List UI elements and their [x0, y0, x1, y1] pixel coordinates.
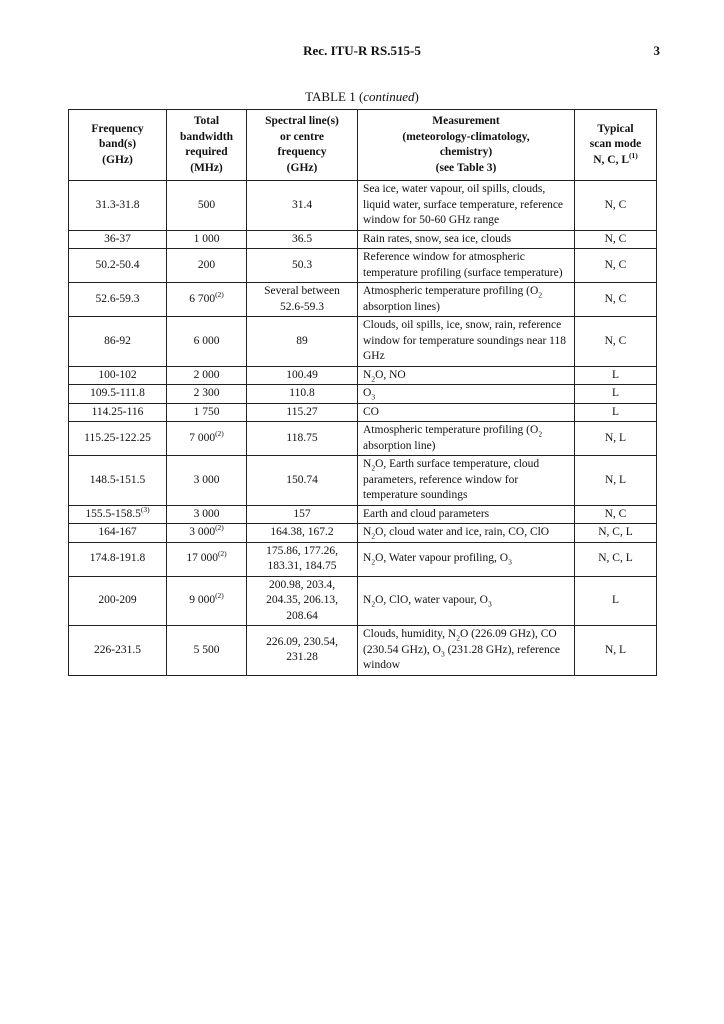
cell-scan-mode: N, L — [575, 626, 657, 676]
cell-scan-mode: N, C, L — [575, 542, 657, 576]
cell-spectral: 36.5 — [247, 230, 358, 249]
cell-band: 155.5-158.5$^{(3)}$ — [69, 505, 167, 524]
cell-spectral: 100.49 — [247, 366, 358, 385]
table-row — [69, 366, 657, 385]
cell-band: 114.25-116 — [69, 403, 167, 422]
cell-spectral: 89 — [247, 317, 358, 367]
cell-measurement: $O_3$ — [358, 385, 575, 404]
table-body — [69, 181, 657, 676]
cell-spectral: 118.75 — [247, 422, 358, 456]
cell-band: 164-167 — [69, 524, 167, 543]
cell-measurement: Clouds, humidity, $N_2O$ (226.09 GHz), CO (230.54 GHz), $O_3$ (231.28 GHz), reference window — [358, 626, 575, 676]
table-row — [69, 524, 657, 543]
table-row — [69, 403, 657, 422]
cell-spectral: Several between 52.6-59.3 — [247, 283, 358, 317]
cell-measurement: Earth and cloud parameters — [358, 505, 575, 524]
cell-spectral: 50.3 — [247, 249, 358, 283]
cell-band: 226-231.5 — [69, 626, 167, 676]
cell-bandwidth: 3 000$^{(2)}$ — [167, 524, 247, 543]
cell-bandwidth: 3 000 — [167, 505, 247, 524]
cell-bandwidth: 200 — [167, 249, 247, 283]
table-row — [69, 249, 657, 283]
cell-scan-mode: N, C — [575, 505, 657, 524]
cell-scan-mode: N, C — [575, 283, 657, 317]
cell-band: 174.8-191.8 — [69, 542, 167, 576]
cell-measurement: $N_2O$, Earth surface temperature, cloud parameters, reference window for temperature soundings — [358, 456, 575, 506]
cell-scan-mode: N, C — [575, 181, 657, 231]
cell-scan-mode: L — [575, 385, 657, 404]
cell-scan-mode: N, C — [575, 249, 657, 283]
cell-measurement: $N_2O$, Water vapour profiling, $O_3$ — [358, 542, 575, 576]
cell-scan-mode: N, L — [575, 422, 657, 456]
table-row — [69, 542, 657, 576]
table-caption — [0, 89, 724, 105]
cell-scan-mode: N, C — [575, 230, 657, 249]
col-header-bandwidth: Total bandwidth required (MHz) — [167, 110, 247, 181]
table-row — [69, 422, 657, 456]
cell-scan-mode: L — [575, 403, 657, 422]
cell-scan-mode: N, C — [575, 317, 657, 367]
cell-measurement: Reference window for atmospheric temperature profiling (surface temperature) — [358, 249, 575, 283]
cell-bandwidth: 9 000$^{(2)}$ — [167, 576, 247, 626]
cell-measurement: $N_2O$, ClO, water vapour, $O_3$ — [358, 576, 575, 626]
cell-bandwidth: 6 000 — [167, 317, 247, 367]
cell-band: 36-37 — [69, 230, 167, 249]
table-row — [69, 283, 657, 317]
table-header-row — [69, 110, 657, 181]
cell-bandwidth: 500 — [167, 181, 247, 231]
footnote-ref: (2) — [217, 549, 227, 559]
cell-measurement: Rain rates, snow, sea ice, clouds — [358, 230, 575, 249]
table-row — [69, 576, 657, 626]
caption-suffix: ) — [414, 89, 419, 104]
table-row — [69, 456, 657, 506]
cell-spectral: 115.27 — [247, 403, 358, 422]
cell-band: 50.2-50.4 — [69, 249, 167, 283]
cell-bandwidth: 6 700$^{(2)}$ — [167, 283, 247, 317]
cell-scan-mode: L — [575, 576, 657, 626]
col-header-spectral: Spectral line(s) or centre frequency (GHz) — [247, 110, 358, 181]
cell-band: 148.5-151.5 — [69, 456, 167, 506]
cell-spectral: 164.38, 167.2 — [247, 524, 358, 543]
footnote-ref: (2) — [215, 428, 224, 438]
cell-scan-mode: N, C, L — [575, 524, 657, 543]
cell-bandwidth: 17 000$^{(2)}$ — [167, 542, 247, 576]
cell-measurement: Atmospheric temperature profiling ($O_2$ absorption line) — [358, 422, 575, 456]
cell-spectral: 150.74 — [247, 456, 358, 506]
cell-bandwidth: 2 000 — [167, 366, 247, 385]
cell-band: 31.3-31.8 — [69, 181, 167, 231]
footnote-ref: (2) — [215, 523, 224, 533]
footnote-ref: (3) — [140, 504, 150, 514]
cell-band: 100-102 — [69, 366, 167, 385]
cell-bandwidth: 7 000$^{(2)}$ — [167, 422, 247, 456]
cell-measurement: CO — [358, 403, 575, 422]
col-header-band: Frequency band(s) (GHz) — [69, 110, 167, 181]
table-row — [69, 181, 657, 231]
cell-measurement: Atmospheric temperature profiling ($O_2$ absorption lines) — [358, 283, 575, 317]
table-row — [69, 505, 657, 524]
caption-italic: continued — [363, 89, 415, 104]
cell-bandwidth: 1 750 — [167, 403, 247, 422]
caption-prefix: TABLE 1 ( — [305, 89, 364, 104]
cell-measurement: Sea ice, water vapour, oil spills, clouds, liquid water, surface temperature, reference window for 50-60 GHz range — [358, 181, 575, 231]
cell-band: 200-209 — [69, 576, 167, 626]
cell-measurement: $N_2O$, cloud water and ice, rain, CO, ClO — [358, 524, 575, 543]
running-header-title: Rec. ITU-R RS.515-5 — [303, 43, 421, 58]
cell-measurement: Clouds, oil spills, ice, snow, rain, reference window for temperature soundings near 118 GHz — [358, 317, 575, 367]
cell-bandwidth: 5 500 — [167, 626, 247, 676]
cell-measurement: $N_2O$, NO — [358, 366, 575, 385]
cell-band: 86-92 — [69, 317, 167, 367]
footnote-ref: (1) — [629, 150, 638, 160]
table-row — [69, 317, 657, 367]
cell-spectral: 226.09, 230.54, 231.28 — [247, 626, 358, 676]
cell-bandwidth: 2 300 — [167, 385, 247, 404]
cell-spectral: 157 — [247, 505, 358, 524]
table-row — [69, 385, 657, 404]
frequency-bands-table — [68, 109, 657, 676]
col-header-scan-mode: Typical scan mode N, C, $L^{(1)}$ — [575, 110, 657, 181]
cell-band: 115.25-122.25 — [69, 422, 167, 456]
cell-scan-mode: L — [575, 366, 657, 385]
cell-band: 109.5-111.8 — [69, 385, 167, 404]
cell-bandwidth: 1 000 — [167, 230, 247, 249]
cell-bandwidth: 3 000 — [167, 456, 247, 506]
cell-band: 52.6-59.3 — [69, 283, 167, 317]
footnote-ref: (2) — [215, 289, 224, 299]
cell-spectral: 110.8 — [247, 385, 358, 404]
page-number: 3 — [653, 43, 660, 58]
table-row — [69, 626, 657, 676]
footnote-ref: (2) — [215, 591, 224, 601]
col-header-measurement: Measurement (meteorology-climatology, chemistry) (see Table 3) — [358, 110, 575, 181]
cell-spectral: 175.86, 177.26, 183.31, 184.75 — [247, 542, 358, 576]
table-row — [69, 230, 657, 249]
cell-spectral: 200.98, 203.4, 204.35, 206.13, 208.64 — [247, 576, 358, 626]
cell-spectral: 31.4 — [247, 181, 358, 231]
cell-scan-mode: N, L — [575, 456, 657, 506]
